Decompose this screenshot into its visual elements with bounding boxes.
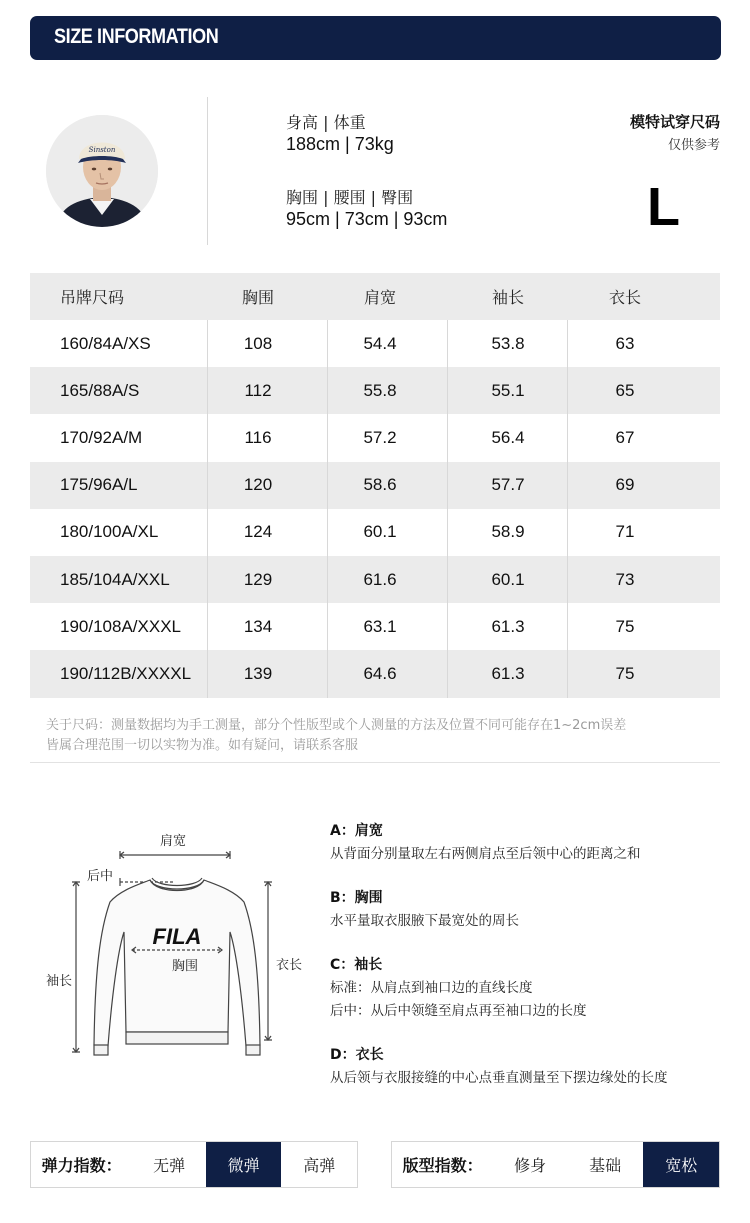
table-cell: 73: [615, 569, 635, 589]
column-divider: [567, 320, 568, 698]
elasticity-option-none[interactable]: 无弹: [153, 1156, 186, 1175]
table-cell: 55.8: [363, 380, 397, 400]
table-row: [30, 367, 720, 414]
fit-label: 版型指数：: [402, 1156, 483, 1175]
definition-text: 从后领与衣服接缝的中心点垂直测量至下摆边缘处的长度: [330, 1070, 668, 1086]
table-cell: 57.7: [491, 475, 525, 495]
table-cell: 56.4: [491, 427, 525, 447]
measure-label: 胸围 | 腰围 | 臀围: [286, 188, 414, 207]
fit-option-loose[interactable]: 宽松: [643, 1142, 719, 1187]
table-cell: 112: [244, 380, 272, 400]
table-row: [30, 650, 720, 697]
tryon-title: 模特试穿尺码: [629, 113, 720, 131]
definition-title: D：衣长: [330, 1047, 384, 1063]
measurement-diagram: [40, 820, 320, 1070]
table-cell: 60.1: [363, 522, 397, 542]
table-cell: 129: [243, 569, 273, 589]
definition-text: 后中：从后中领缝至肩点再至袖口边的长度: [330, 1003, 587, 1019]
header-cell-shoulder: 肩宽: [363, 288, 396, 307]
fit-option-slim[interactable]: 修身: [514, 1156, 547, 1175]
table-cell: 61.3: [491, 616, 525, 636]
fit-option-regular[interactable]: 基础: [589, 1156, 622, 1175]
definition-title: B：胸围: [330, 890, 383, 906]
table-row: [30, 414, 720, 461]
table-cell: 63: [615, 333, 635, 353]
height-weight-label: 身高 | 体重: [286, 113, 366, 132]
table-cell: 71: [615, 522, 635, 542]
table-cell: 67: [615, 427, 635, 447]
table-cell: 124: [243, 522, 273, 542]
table-header-row: [30, 273, 720, 320]
table-cell: 60.1: [491, 569, 525, 589]
table-cell: 54.4: [363, 333, 397, 353]
table-cell: 57.2: [363, 427, 397, 447]
elasticity-label: 弹力指数：: [41, 1156, 122, 1175]
table-row: [30, 320, 720, 367]
sweatshirt-icon: [40, 820, 320, 1070]
table-cell: 58.9: [491, 522, 525, 542]
table-cell: 53.8: [491, 333, 525, 353]
table-cell: 116: [244, 427, 272, 447]
shoulder-label: 肩宽: [160, 834, 187, 849]
size-table: [30, 273, 720, 698]
elasticity-option-slight[interactable]: 微弹: [206, 1142, 282, 1187]
header-cell-chest: 胸围: [241, 288, 274, 307]
shirt-logo: FILA: [152, 924, 202, 949]
tryon-subtitle: 仅供参考: [667, 138, 720, 153]
definition-text: 标准：从肩点到袖口边的直线长度: [330, 980, 533, 996]
column-divider: [327, 320, 328, 698]
section-divider: [30, 762, 720, 763]
table-cell: 190/108A/XXXL: [60, 616, 181, 636]
table-row: [30, 509, 720, 556]
table-cell: 134: [243, 616, 273, 636]
table-cell: 120: [243, 475, 273, 495]
table-cell: 61.6: [363, 569, 397, 589]
fit-index: [391, 1141, 720, 1188]
cap-logo-text: Sinston: [88, 146, 116, 154]
table-cell: 65: [615, 380, 635, 400]
table-row: [30, 462, 720, 509]
definition-text: 水平量取衣服腋下最宽处的周长: [330, 913, 519, 929]
height-weight-value: 188cm | 73kg: [286, 134, 394, 154]
table-cell: 64.6: [363, 663, 397, 683]
header-cell-size: 吊牌尺码: [60, 288, 125, 307]
table-cell: 58.6: [363, 475, 397, 495]
table-cell: 69: [615, 475, 635, 495]
table-cell: 55.1: [491, 380, 525, 400]
definition-text: 从背面分别量取左右两侧肩点至后领中心的距离之和: [330, 846, 641, 862]
table-cell: 160/84A/XS: [60, 333, 151, 353]
table-cell: 108: [243, 333, 273, 353]
model-avatar: [46, 115, 158, 227]
table-cell: 170/92A/M: [60, 427, 143, 447]
table-cell: 75: [615, 616, 635, 636]
table-cell: 190/112B/XXXXL: [60, 663, 192, 683]
tryon-size: L: [647, 177, 680, 237]
section-header: [30, 16, 721, 60]
table-row: [30, 603, 720, 650]
elasticity-index: [30, 1141, 358, 1188]
header-cell-length: 衣长: [608, 288, 641, 307]
table-cell: 165/88A/S: [60, 380, 140, 400]
table-cell: 175/96A/L: [60, 475, 138, 495]
sleeve-label: 袖长: [46, 974, 73, 989]
elasticity-option-high[interactable]: 高弹: [303, 1156, 336, 1175]
note-line: 关于尺码：测量数据均为手工测量，部分个性版型或个人测量的方法及位置不同可能存在1~2cm误差: [46, 718, 627, 733]
info-divider: [207, 97, 208, 245]
header-cell-sleeve: 袖长: [491, 288, 524, 307]
table-cell: 61.3: [491, 663, 525, 683]
back-center-label: 后中: [87, 869, 114, 884]
note-line: 皆属合理范围一切以实物为准。如有疑问，请联系客服: [46, 738, 359, 753]
table-cell: 63.1: [363, 616, 397, 636]
column-divider: [447, 320, 448, 698]
table-cell: 139: [243, 663, 273, 683]
chest-label: 胸围: [172, 959, 199, 974]
column-divider: [207, 320, 208, 698]
definition-title: A：肩宽: [330, 823, 383, 839]
length-label: 衣长: [276, 958, 303, 973]
table-cell: 185/104A/XXL: [60, 569, 170, 589]
measure-value: 95cm | 73cm | 93cm: [286, 209, 448, 229]
table-cell: 75: [615, 663, 635, 683]
table-row: [30, 556, 720, 603]
measurement-note: [46, 716, 726, 756]
definition-title: C：袖长: [330, 957, 383, 973]
section-title: SIZE INFORMATION: [54, 25, 219, 48]
table-cell: 180/100A/XL: [60, 522, 159, 542]
